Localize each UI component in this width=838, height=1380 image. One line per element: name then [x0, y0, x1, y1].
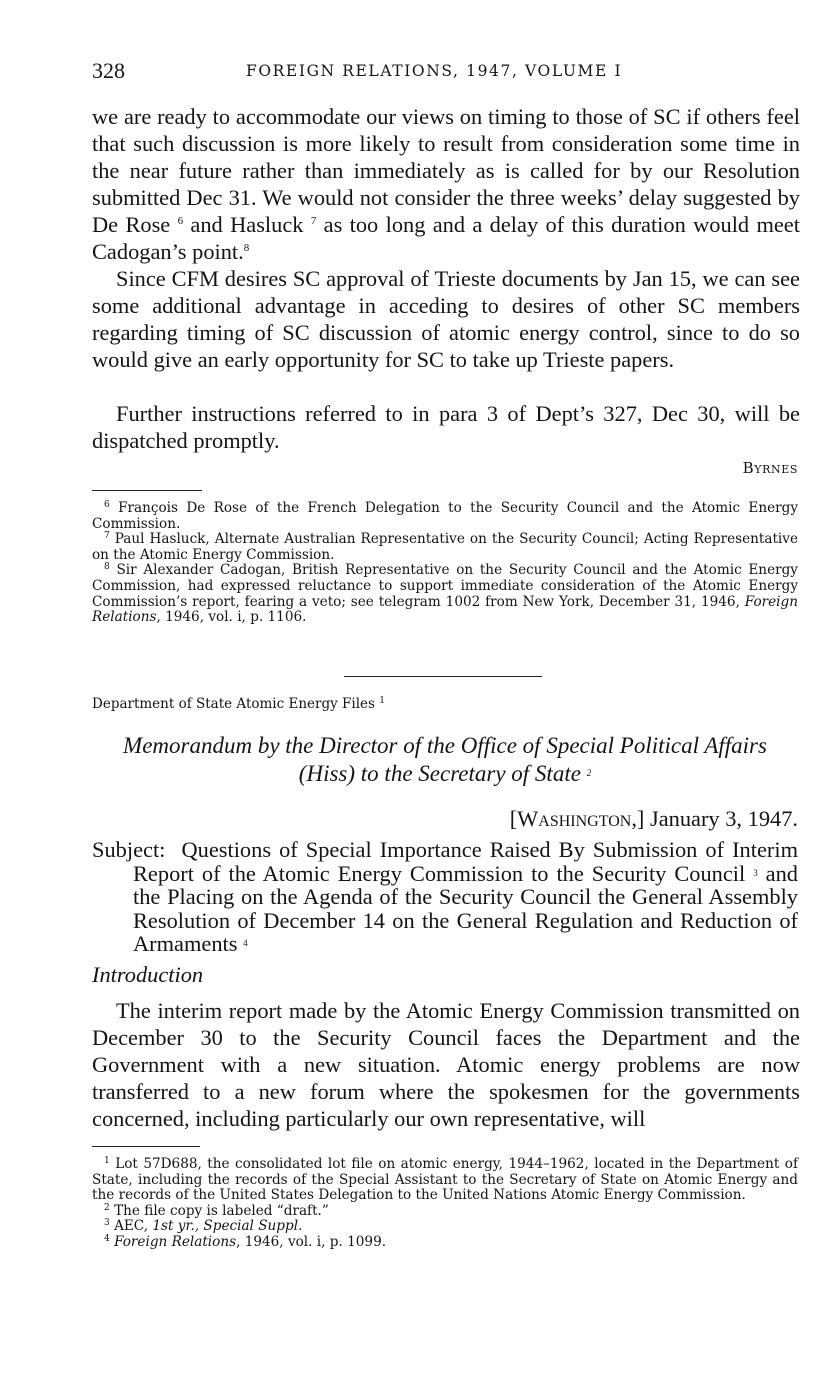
page-number: 328 [92, 58, 125, 83]
footnote-6: $^6$ François De Rose of the French Delegation to the Security Council and the Atomic Energy Commission. [92, 500, 798, 532]
footnote-divider [92, 490, 202, 491]
telegram-paragraph-3: Further instructions referred to in para 3 of Dept’s 327, Dec 30, will be dispatched promptly. [92, 401, 800, 453]
signature: Byrnes [742, 459, 798, 477]
document-source: Department of State Atomic Energy Files $^1$ [92, 696, 385, 712]
footnote-1: $^1$ Lot 57D688, the consolidated lot file on atomic energy, 1944–1962, located in the Department of State, including the records of the Special Assistant to the Secretary of State on Atomic Energy and the records of the United States Delegation to the United Nations Atomic Energy Commission. [92, 1156, 798, 1204]
footnotes-top [92, 501, 798, 626]
footnote-ref: 7 [310, 215, 317, 227]
footnote-ref: 8 [243, 242, 250, 254]
dateline: [Washington,] January 3, 1947. [509, 806, 798, 831]
intro-paragraph: The interim report made by the Atomic Energy Commission transmitted on December 30 to the Security Council faces the Department and the Government with a new situation. Atomic energy problems are now transferred to a new forum where the spokesmen for the governments concerned, including particularly our own representative, will [92, 998, 800, 1131]
footnote-2: $^2$ The file copy is labeled “draft.” [104, 1202, 329, 1219]
section-divider [344, 676, 542, 677]
memo-title: Memorandum by the Director of the Office of Special Political Affairs (Hiss) to the Secretary of State $^2$ [123, 733, 767, 786]
footnote-8: $^8$ Sir Alexander Cadogan, British Representative on the Security Council and the Atomic Energy Commission, had expressed reluctance to support immediate consideration of the Atomic Energy Commission’s report, fearing a veto; see telegram 1002 from New York, December 31, 1946, Foreign Relations, 1946, vol. i, p. 1106. [92, 562, 798, 626]
telegram-paragraph-2: Since CFM desires SC approval of Trieste documents by Jan 15, we can see some additional advantage in acceding to desires of other SC members regarding timing of SC discussion of atomic energy control, since to do so would give an early opportunity for SC to take up Trieste papers. [92, 266, 800, 372]
section-heading: Introduction [92, 962, 204, 987]
footnote-7: $^7$ Paul Hasluck, Alternate Australian Representative on the Security Council; Acting Representative on the Atomic Energy Commission. [92, 531, 798, 563]
telegram-paragraph-1: we are ready to accommodate our views on timing to those of SC if others feel that such discussion is more likely to result from consideration some time in the near future rather than immediately as is called for by our Resolution submitted Dec 31. We would not consider the three weeks’ delay suggested by De Rose $^6$ and Hasluck $^7$ as too long and a delay of this duration would meet Cadogan’s point.$^8$ [92, 104, 800, 264]
footnote-4: $^4$ Foreign Relations, 1946, vol. i, p. 1099. [104, 1233, 387, 1250]
running-title: FOREIGN RELATIONS, 1947, VOLUME I [246, 62, 623, 80]
subject-line: Subject: Questions of Special Importance Raised By Submission of Interim Report of the Atomic Energy Commission to the Security Council $^3$ and the Placing on the Agenda of the Security Council the General Assembly Resolution of December 14 on the General Regulation and Reduction of Armaments $^4$ [92, 837, 799, 956]
footnote-ref: 6 [177, 215, 184, 227]
footnotes-bottom [92, 1157, 798, 1251]
footnote-3: $^3$ AEC, 1st yr., Special Suppl. [104, 1218, 303, 1235]
footnote-divider [92, 1146, 200, 1147]
